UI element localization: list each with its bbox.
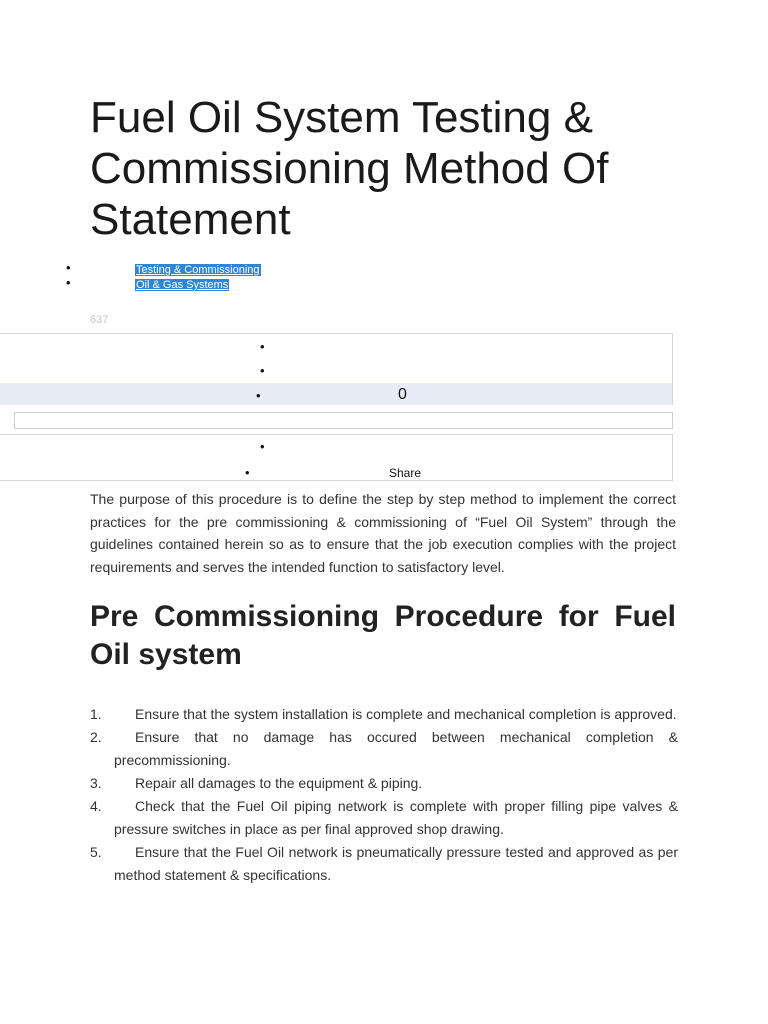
share-bullet: • [260, 363, 265, 378]
view-count: 637 [90, 314, 109, 326]
section-heading: Pre Commissioning Procedure for Fuel Oil system [90, 600, 676, 671]
category-link-oil-gas-systems[interactable]: Oil & Gas Systems [136, 279, 229, 291]
share-widget [0, 333, 673, 405]
list-bullet: • [66, 275, 71, 290]
step-text: Check that the Fuel Oil piping network is complete with proper filling pipe valves & pressure switches in place as per final approved shop drawing. [114, 798, 678, 837]
step-text: Repair all damages to the equipment & piping. [135, 775, 423, 791]
step-text: Ensure that no damage has occured between mechanical completion & precommissioning. [114, 729, 678, 768]
step-text: Ensure that the system installation is complete and mechanical completion is approved. [135, 706, 677, 722]
list-item [90, 726, 678, 772]
list-bullet: • [66, 260, 71, 275]
procedure-steps [90, 703, 678, 887]
share-bullet: • [260, 339, 265, 354]
share-button[interactable]: Share [389, 466, 422, 480]
category-list [0, 262, 400, 292]
intro-paragraph: The purpose of this procedure is to define the step by step method to implement the correct practices for the pre commissioning & commissioning of “Fuel Oil System” through the guidelines contained herein so as to ensure that the job execution complies with the project requirements and serves the intended function to satisfactory level. [90, 491, 676, 575]
share-bullet: • [260, 439, 265, 454]
step-number: 3. [90, 775, 102, 791]
share-actions [0, 434, 673, 481]
reaction-row[interactable] [0, 383, 672, 405]
category-item [0, 277, 400, 292]
step-number: 5. [90, 844, 102, 860]
page-title: Fuel Oil System Testing & Commissioning Method Of Statement [90, 93, 609, 244]
share-bullet: • [256, 388, 261, 403]
category-link-testing-commissioning[interactable]: Testing & Commissioning [136, 264, 260, 276]
step-number: 2. [90, 729, 102, 745]
list-item [90, 795, 678, 841]
step-number: 4. [90, 798, 102, 814]
share-input-bar[interactable] [14, 412, 673, 429]
step-text: Ensure that the Fuel Oil network is pneumatically pressure tested and approved as per method statement & specifications. [114, 844, 678, 883]
list-item [90, 703, 678, 726]
category-item [0, 262, 400, 277]
reaction-count: 0 [398, 386, 407, 403]
list-item [90, 841, 678, 887]
share-bullet: • [245, 465, 250, 480]
list-item [90, 772, 678, 795]
step-number: 1. [90, 706, 102, 722]
